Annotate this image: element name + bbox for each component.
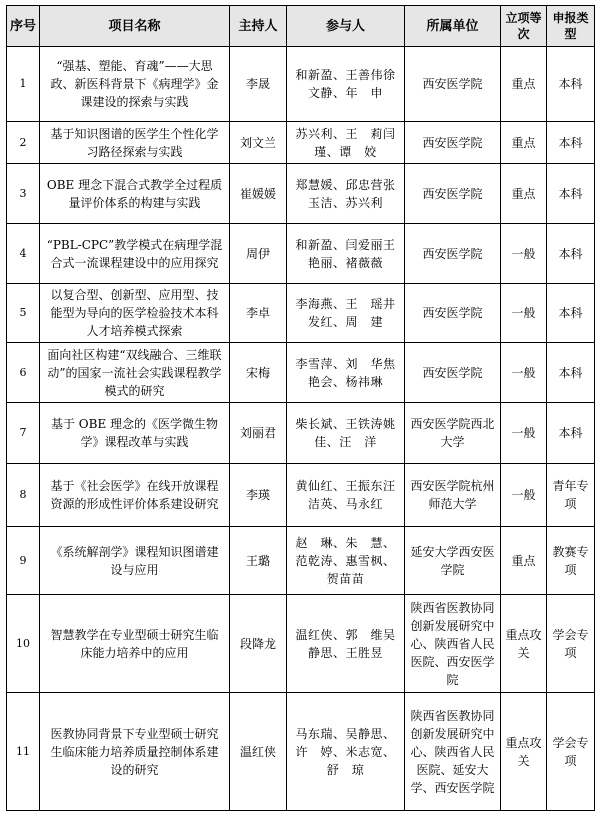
cell-unit: 陕西省医教协同创新发展研究中心、陕西省人民医院、延安大学、西安医学院 bbox=[405, 693, 501, 811]
cell-unit: 西安医学院 bbox=[405, 164, 501, 224]
cell-unit: 西安医学院 bbox=[405, 343, 501, 403]
cell-project-name: 基于《社会医学》在线开放课程资源的形成性评价体系建设研究 bbox=[40, 464, 230, 527]
cell-project-name: 面向社区构建“双线融合、三维联动”的国家一流社会实践课程教学模式的研究 bbox=[40, 343, 230, 403]
table-row bbox=[7, 164, 595, 224]
cell-members: 苏兴利、王 莉闫 瑾、谭 姣 bbox=[287, 122, 405, 164]
cell-index: 7 bbox=[7, 403, 40, 464]
cell-members: 和新盈、王善伟徐文静、年 申 bbox=[287, 47, 405, 122]
cell-category: 本科 bbox=[547, 403, 595, 464]
cell-unit: 陕西省医教协同创新发展研究中心、陕西省人民医院、西安医学院 bbox=[405, 595, 501, 693]
cell-project-name: “强基、塑能、育魂”——大思政、新医科背景下《病理学》金课建设的探索与实践 bbox=[40, 47, 230, 122]
cell-members: 和新盈、闫爱丽王艳丽、褚薇薇 bbox=[287, 224, 405, 284]
cell-unit: 西安医学院 bbox=[405, 122, 501, 164]
cell-category: 本科 bbox=[547, 343, 595, 403]
cell-index: 6 bbox=[7, 343, 40, 403]
cell-level: 重点 bbox=[501, 164, 547, 224]
cell-category: 教赛专项 bbox=[547, 527, 595, 595]
cell-project-name: 《系统解剖学》课程知识图谱建设与应用 bbox=[40, 527, 230, 595]
header-host: 主持人 bbox=[230, 6, 287, 47]
cell-category: 青年专项 bbox=[547, 464, 595, 527]
cell-project-name: 医教协同背景下专业型硕士研究生临床能力培养质量控制体系建设的研究 bbox=[40, 693, 230, 811]
cell-unit: 延安大学西安医学院 bbox=[405, 527, 501, 595]
cell-unit: 西安医学院 bbox=[405, 224, 501, 284]
cell-level: 一般 bbox=[501, 343, 547, 403]
cell-members: 李海燕、王 瑶井发红、周 建 bbox=[287, 284, 405, 343]
cell-category: 本科 bbox=[547, 224, 595, 284]
cell-project-name: 基于 OBE 理念的《医学微生物学》课程改革与实践 bbox=[40, 403, 230, 464]
cell-level: 重点 bbox=[501, 47, 547, 122]
table-row bbox=[7, 224, 595, 284]
cell-level: 重点 bbox=[501, 527, 547, 595]
cell-host: 李晟 bbox=[230, 47, 287, 122]
table-row bbox=[7, 403, 595, 464]
cell-host: 刘丽君 bbox=[230, 403, 287, 464]
cell-members: 温红侠、郭 维吴静思、王胜昱 bbox=[287, 595, 405, 693]
table-row bbox=[7, 122, 595, 164]
table-row bbox=[7, 464, 595, 527]
cell-index: 3 bbox=[7, 164, 40, 224]
cell-unit: 西安医学院 bbox=[405, 284, 501, 343]
project-table bbox=[6, 5, 595, 811]
project-list-document bbox=[6, 5, 595, 811]
cell-host: 刘文兰 bbox=[230, 122, 287, 164]
cell-project-name: 以复合型、创新型、应用型、技能型为导向的医学检验技术本科人才培养模式探索 bbox=[40, 284, 230, 343]
cell-project-name: 基于知识图谱的医学生个性化学习路径探索与实践 bbox=[40, 122, 230, 164]
cell-project-name: “PBL-CPC”教学模式在病理学混合式一流课程建设中的应用探究 bbox=[40, 224, 230, 284]
cell-index: 8 bbox=[7, 464, 40, 527]
cell-index: 9 bbox=[7, 527, 40, 595]
cell-level: 重点攻关 bbox=[501, 595, 547, 693]
cell-host: 温红侠 bbox=[230, 693, 287, 811]
cell-index: 11 bbox=[7, 693, 40, 811]
cell-unit: 西安医学院杭州师范大学 bbox=[405, 464, 501, 527]
cell-category: 学会专项 bbox=[547, 693, 595, 811]
table-row bbox=[7, 693, 595, 811]
cell-project-name: OBE 理念下混合式教学全过程质量评价体系的构建与实践 bbox=[40, 164, 230, 224]
cell-members: 郑慧媛、邱忠营张玉洁、苏兴利 bbox=[287, 164, 405, 224]
cell-level: 重点 bbox=[501, 122, 547, 164]
header-index: 序号 bbox=[7, 6, 40, 47]
cell-project-name: 智慧教学在专业型硕士研究生临床能力培养中的应用 bbox=[40, 595, 230, 693]
header-category: 申报类型 bbox=[547, 6, 595, 47]
cell-members: 赵 琳、朱 慧、范乾涛、惠雪枫、贺苗苗 bbox=[287, 527, 405, 595]
table-row bbox=[7, 284, 595, 343]
cell-level: 一般 bbox=[501, 464, 547, 527]
table-body bbox=[7, 47, 595, 811]
header-members: 参与人 bbox=[287, 6, 405, 47]
cell-members: 柴长斌、王铁涛姚 佳、汪 洋 bbox=[287, 403, 405, 464]
cell-index: 1 bbox=[7, 47, 40, 122]
cell-members: 黄仙红、王振东汪洁英、马永红 bbox=[287, 464, 405, 527]
table-row bbox=[7, 47, 595, 122]
cell-host: 宋梅 bbox=[230, 343, 287, 403]
cell-level: 重点攻关 bbox=[501, 693, 547, 811]
cell-category: 本科 bbox=[547, 122, 595, 164]
cell-host: 王璐 bbox=[230, 527, 287, 595]
cell-host: 李瑛 bbox=[230, 464, 287, 527]
cell-index: 4 bbox=[7, 224, 40, 284]
cell-host: 崔媛媛 bbox=[230, 164, 287, 224]
cell-unit: 西安医学院西北大学 bbox=[405, 403, 501, 464]
cell-index: 10 bbox=[7, 595, 40, 693]
header-row bbox=[7, 6, 595, 47]
cell-index: 2 bbox=[7, 122, 40, 164]
cell-level: 一般 bbox=[501, 224, 547, 284]
cell-unit: 西安医学院 bbox=[405, 47, 501, 122]
cell-members: 李雪萍、刘 华焦艳会、杨祎琳 bbox=[287, 343, 405, 403]
table-row bbox=[7, 527, 595, 595]
cell-index: 5 bbox=[7, 284, 40, 343]
cell-host: 李卓 bbox=[230, 284, 287, 343]
cell-host: 周伊 bbox=[230, 224, 287, 284]
cell-level: 一般 bbox=[501, 403, 547, 464]
cell-level: 一般 bbox=[501, 284, 547, 343]
header-level: 立项等次 bbox=[501, 6, 547, 47]
cell-host: 段降龙 bbox=[230, 595, 287, 693]
cell-category: 本科 bbox=[547, 164, 595, 224]
cell-members: 马东瑞、吴静思、许 婷、米志宽、舒 琼 bbox=[287, 693, 405, 811]
header-unit: 所属单位 bbox=[405, 6, 501, 47]
cell-category: 学会专项 bbox=[547, 595, 595, 693]
table-header bbox=[7, 6, 595, 47]
header-project-name: 项目名称 bbox=[40, 6, 230, 47]
cell-category: 本科 bbox=[547, 284, 595, 343]
cell-category: 本科 bbox=[547, 47, 595, 122]
table-row bbox=[7, 595, 595, 693]
table-row bbox=[7, 343, 595, 403]
